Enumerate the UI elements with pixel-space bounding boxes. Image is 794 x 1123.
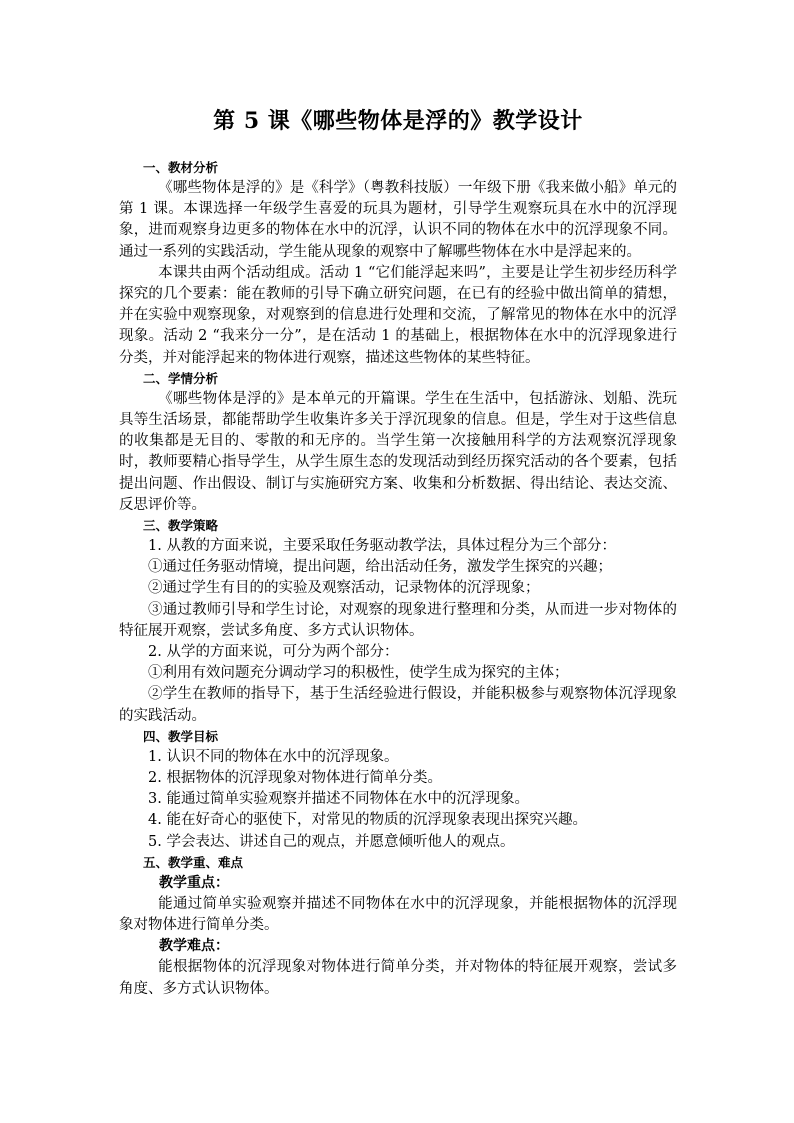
section-heading-1: 一、教材分析 <box>143 160 219 175</box>
section-heading-3: 三、教学策略 <box>143 518 219 534</box>
document-title: 第 5 课《哪些物体是浮的》教学设计 <box>213 108 583 134</box>
paragraph: 《哪些物体是浮的》是本单元的开篇课。学生在生活中，包括游泳、划船、洗玩具等生活场景，都能帮助学生收集许多关于浮沉现象的信息。但是，学生对于这些信息的收集都是无目的、零散的和无序的。当学生第一次接触用科学的方法观察沉浮现象时，教师要精心指导学生，从学生原生态的发现活动到经历探究活动的各个要素，包括提出问题、作出假设、制订与实施研究方案、收集和分析数据、得出结论、表达交流、反思评价等。 <box>119 390 677 513</box>
list-item: 5. 学会表达、讲述自己的观点，并愿意倾听他人的观点。 <box>148 833 515 850</box>
paragraph: 《哪些物体是浮的》是《科学》（粤教科技版）一年级下册《我来做小船》单元的第 1 课。本课选择一年级学生喜爱的玩具为题材，引导学生观察玩具在水中的沉浮现象，进而观察身边更多的物体在水中的沉浮，认识不同的物体在水中的沉浮现象不同。通过一系列的实践活动，学生能从现象的观察中了解哪些物体在水中是浮起来的。 <box>119 180 677 260</box>
list-item: 3. 能通过简单实验观察并描述不同物体在水中的沉浮现象。 <box>148 791 529 808</box>
paragraph: ①利用有效问题充分调动学习的积极性，使学生成为探究的主体； <box>148 665 569 682</box>
paragraph: 能通过简单实验观察并描述不同物体在水中的沉浮现象，并能根据物体的沉浮现象对物体进行简单分类。 <box>119 895 677 934</box>
paragraph: ③通过教师引导和学生讨论，对观察的现象进行整理和分类，从而进一步对物体的特征展开观察，尝试多角度、多方式认识物体。 <box>119 601 677 639</box>
paragraph: 本课共由两个活动组成。活动 1 “它们能浮起来吗”，主要是让学生初步经历科学探究的几个要素：能在教师的引导下确立研究问题，在已有的经验中做出简单的猜想，并在实验中观察现象，对观察到的信息进行处理和交流，了解常见的物体在水中的沉浮现象。活动 2 “我来分一分”，是在活动 1 的基础上，根据物体在水中的沉浮现象进行分类，并对能浮起来的物体进行观察，描述这些物体的某些特征。 <box>119 264 677 366</box>
paragraph: ②学生在教师的指导下，基于生活经验进行假设，并能积极参与观察物体沉浮现象的实践活动。 <box>119 686 677 724</box>
paragraph: 能根据物体的沉浮现象对物体进行简单分类，并对物体的特征展开观察，尝试多角度、多方式认识物体。 <box>119 959 677 997</box>
paragraph: ②通过学生有目的的实验及观察活动，记录物体的沉浮现象； <box>148 580 540 597</box>
paragraph: 2. 从学的方面来说，可分为两个部分： <box>148 644 399 661</box>
section-heading-4: 四、教学目标 <box>143 728 219 744</box>
section-heading-2: 二、学情分析 <box>143 370 219 386</box>
subheading-difficult-points: 教学难点： <box>159 938 229 955</box>
section-heading-5: 五、教学重、难点 <box>143 854 244 870</box>
list-item: 2. 根据物体的沉浮现象对物体进行简单分类。 <box>148 770 442 787</box>
subheading-key-points: 教学重点： <box>159 874 229 891</box>
document-body <box>119 104 677 1000</box>
paragraph: 1. 从教的方面来说，主要采取任务驱动教学法，具体过程分为三个部分： <box>148 538 616 555</box>
list-item: 4. 能在好奇心的驱使下，对常见的物质的沉浮现象表现出探究兴趣。 <box>148 812 587 829</box>
paragraph: ①通过任务驱动情境，提出问题，给出活动任务，激发学生探究的兴趣； <box>148 559 612 576</box>
list-item: 1. 认识不同的物体在水中的沉浮现象。 <box>148 748 399 765</box>
